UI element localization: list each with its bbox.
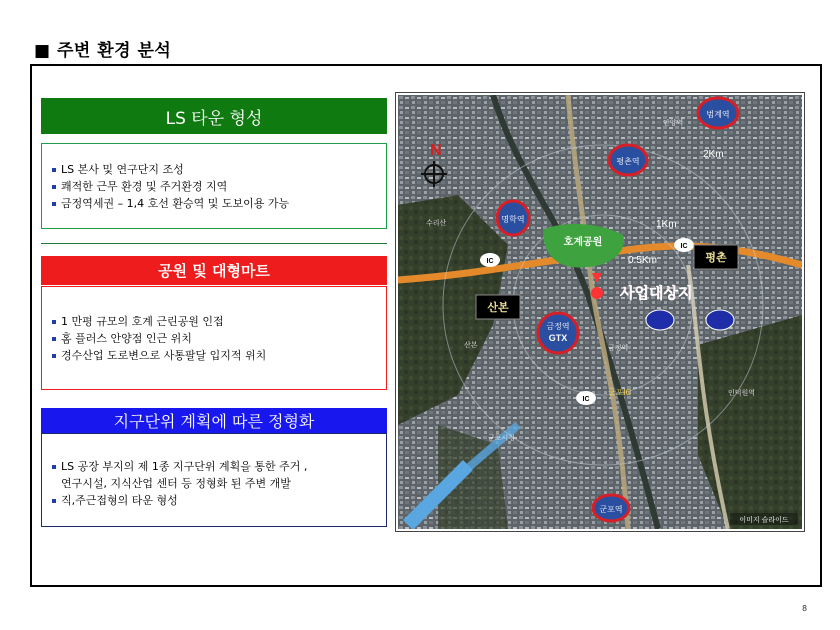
list-item: 1 만평 규모의 호계 근린공원 인접 bbox=[52, 313, 376, 330]
distance-label: 0.5Km bbox=[628, 255, 657, 266]
svg-text:평촌: 평촌 bbox=[705, 252, 727, 264]
site-label: 사업대상지 bbox=[620, 285, 693, 302]
bullet-list bbox=[52, 313, 376, 364]
svg-text:명학역: 명학역 bbox=[501, 215, 525, 224]
location-dot bbox=[646, 310, 674, 330]
distance-label: 2Km bbox=[703, 149, 724, 160]
place-label: 산본 bbox=[464, 342, 478, 349]
park-label: 호계공원 bbox=[563, 237, 603, 248]
image-watermark bbox=[730, 513, 798, 525]
list-item: 연구시설, 지식산업 센터 등 정형화 된 주변 개발 bbox=[61, 477, 291, 490]
bullet-list bbox=[52, 458, 376, 509]
svg-text:IC: IC bbox=[582, 396, 590, 403]
svg-text:금정역: 금정역 bbox=[546, 322, 570, 331]
list-item: LS 본사 및 연구단지 조성 bbox=[52, 161, 376, 178]
svg-text:이미지 슬라이드: 이미지 슬라이드 bbox=[739, 517, 789, 524]
place-label: 인덕원역 bbox=[728, 390, 756, 397]
area-label-box bbox=[476, 295, 520, 319]
divider bbox=[41, 243, 387, 244]
distance-label: 1Km bbox=[656, 219, 677, 230]
svg-text:군포역: 군포역 bbox=[599, 505, 623, 514]
svg-text:범계역: 범계역 bbox=[706, 110, 730, 119]
ic-marker bbox=[576, 391, 596, 405]
station-marker bbox=[497, 201, 529, 235]
list-item: 직,주근접형의 타운 형성 bbox=[52, 492, 376, 509]
svg-text:N: N bbox=[430, 142, 442, 159]
list-item: 경수산업 도로변으로 사통팔달 입지적 위치 bbox=[52, 347, 376, 364]
list-item: 홈 플러스 안양점 인근 위치 bbox=[52, 330, 376, 347]
svg-text:산본: 산본 bbox=[487, 302, 509, 314]
panel-body-park-mart bbox=[41, 286, 387, 390]
station-marker bbox=[538, 313, 578, 353]
location-dot bbox=[706, 310, 734, 330]
panel-header-ls-town: LS 타운 형성 bbox=[41, 98, 387, 134]
station-marker bbox=[698, 98, 738, 128]
ic-marker bbox=[480, 253, 500, 267]
svg-text:평촌역: 평촌역 bbox=[616, 157, 640, 166]
place-label: 군포시청 bbox=[488, 435, 516, 442]
list-item: LS 공장 부지의 제 1종 지구단위 계획을 통한 주거 , bbox=[52, 458, 376, 475]
panel-body-district-plan bbox=[41, 433, 387, 527]
place-label: 수리산 bbox=[426, 220, 447, 227]
svg-text:IC: IC bbox=[680, 243, 688, 250]
aerial-map bbox=[395, 92, 805, 532]
panel-body-ls-town bbox=[41, 143, 387, 229]
page-number: 8 bbox=[802, 604, 808, 613]
area-label-box bbox=[694, 245, 738, 269]
svg-text:IC: IC bbox=[486, 258, 494, 265]
station-marker bbox=[593, 495, 629, 521]
panel-header-park-mart: 공원 및 대형마트 bbox=[41, 256, 387, 285]
panel-header-district-plan: 지구단위 계획에 따른 정형화 bbox=[41, 408, 387, 433]
ic-marker bbox=[674, 238, 694, 252]
list-item: 금정역세권 – 1,4 호선 환승역 및 도보이용 가능 bbox=[52, 195, 376, 212]
station-marker bbox=[609, 145, 647, 175]
page-title: ■ 주변 환경 분석 bbox=[34, 41, 172, 61]
list-item: 쾌적한 근무 환경 및 주거환경 지역 bbox=[52, 178, 376, 195]
svg-text:GTX: GTX bbox=[548, 333, 568, 343]
bullet-list bbox=[52, 161, 376, 212]
place-label: 군포IC bbox=[608, 388, 632, 397]
place-label: 금정역 bbox=[608, 345, 629, 352]
place-label: 안양역 bbox=[663, 120, 684, 127]
map-svg bbox=[398, 95, 802, 529]
